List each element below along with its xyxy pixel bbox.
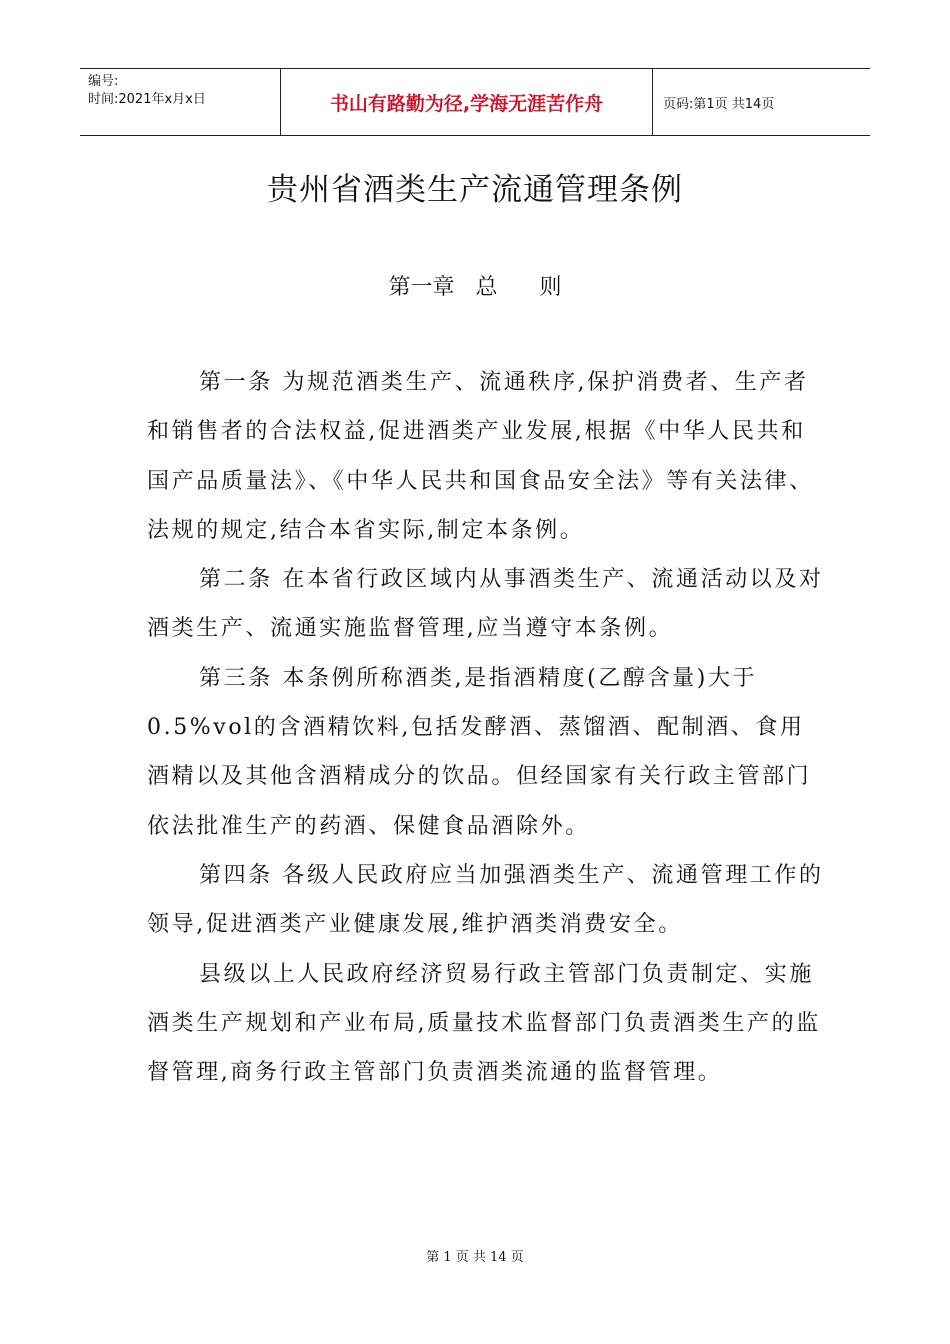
- page-footer: 第 1 页 共 14 页: [426, 1250, 524, 1265]
- chapter-heading: 第一章 总 则: [388, 275, 562, 300]
- number-label: 编号:: [88, 74, 119, 89]
- header-page-info: 页码:第1页 共14页: [663, 96, 775, 112]
- article-1: 第一条 为规范酒类生产、流通秩序,保护消费者、生产者和销售者的合法权益,促进酒类产业发展,根据《中华人民共和国产品质量法》、《中华人民共和国食品安全法》等有关法律、法规的规定,结合本省实际,制定本条例。: [147, 370, 814, 543]
- article-3: 第三条 本条例所称酒类,是指酒精度(乙醇含量)大于0.5%vol的含酒精饮料,包括发酵酒、蒸馏酒、配制酒、食用酒精以及其他含酒精成分的饮品。但经国家有关行政主管部门依法批准生产的药酒、保健食品酒除外。: [147, 665, 812, 839]
- page-header: [80, 68, 870, 136]
- header-meta: [80, 69, 281, 135]
- article-4-clause: 县级以上人民政府经济贸易行政主管部门负责制定、实施酒类生产规划和产业布局,质量技术监督部门负责酒类生产的监督管理,商务行政主管部门负责酒类流通的监督管理。: [147, 961, 821, 1086]
- article-4: 第四条 各级人民政府应当加强酒类生产、流通管理工作的领导,促进酒类产业健康发展,维护酒类消费安全。: [147, 862, 824, 938]
- time-label: 时间:2021年x月x日: [88, 92, 206, 107]
- document-body: [147, 358, 827, 1097]
- article-2: 第二条 在本省行政区域内从事酒类生产、流通活动以及对酒类生产、流通实施监督管理,应当遵守本条例。: [147, 567, 824, 642]
- header-motto: 书山有路勤为径,学海无涯苦作舟: [281, 69, 653, 135]
- document-title: 贵州省酒类生产流通管理条例: [267, 172, 683, 208]
